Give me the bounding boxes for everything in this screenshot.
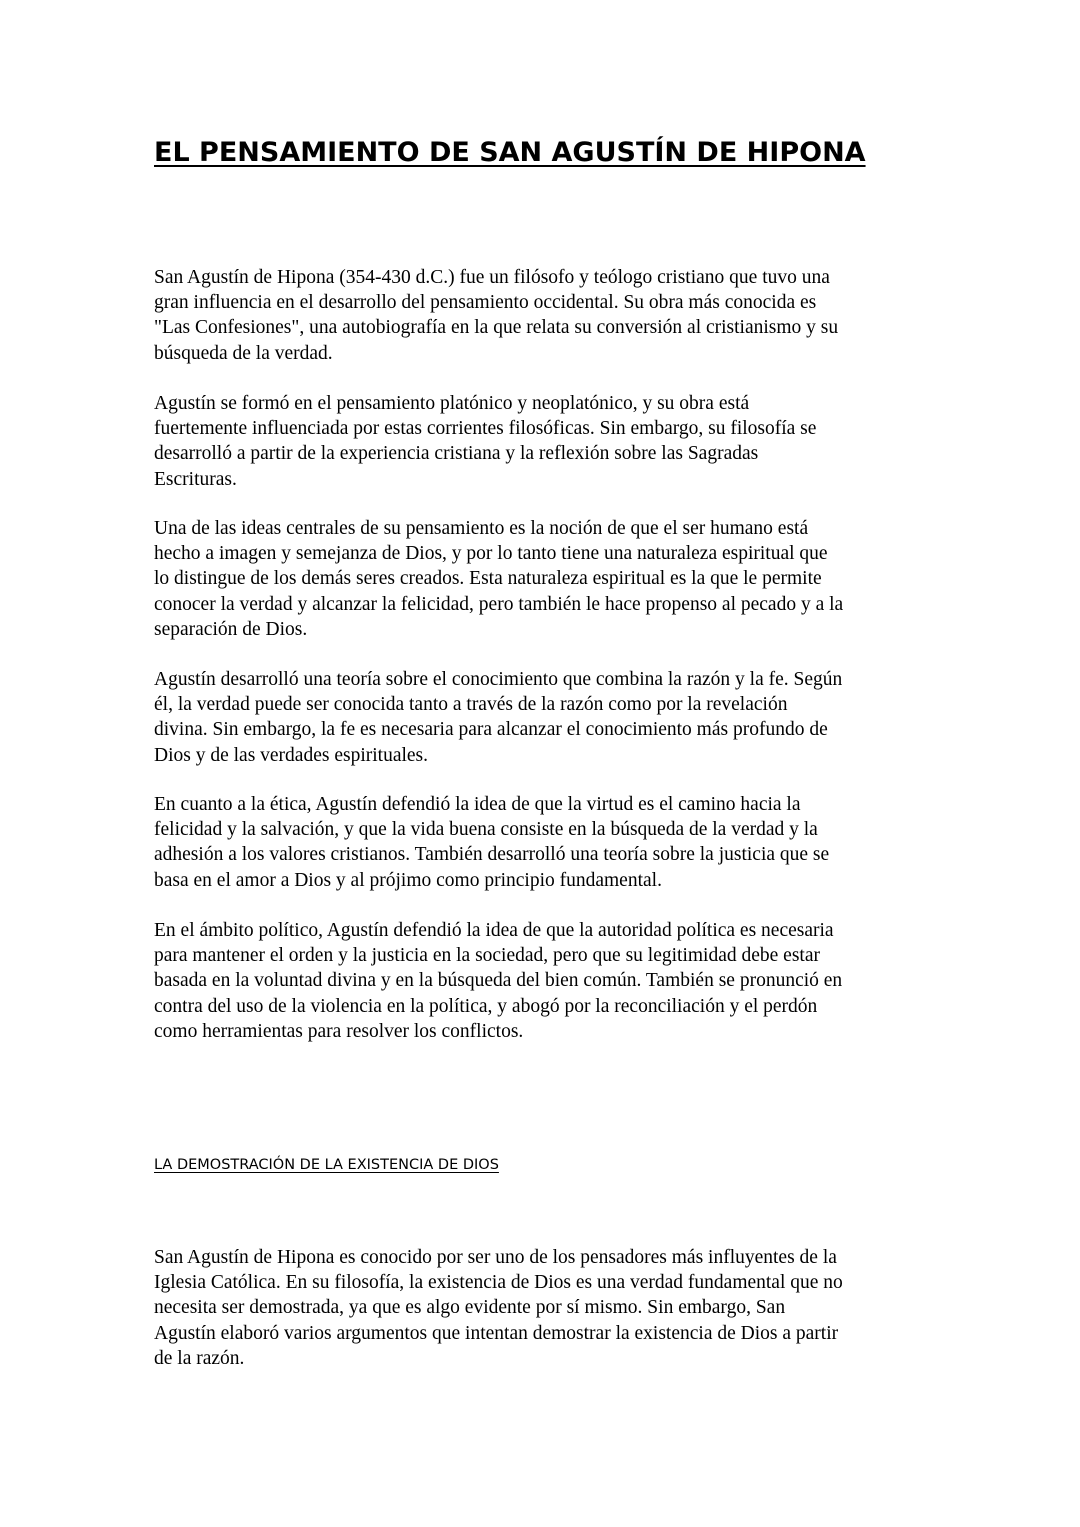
text-line: fuertemente influenciada por estas corrientes filosóficas. Sin embargo, su filosofía se	[154, 418, 817, 440]
text-line: San Agustín de Hipona (354-430 d.C.) fue un filósofo y teólogo cristiano que tuvo una	[154, 267, 830, 288]
section-title: LA DEMOSTRACIÓN DE LA EXISTENCIA DE DIOS	[154, 1157, 499, 1173]
text-line: felicidad y la salvación, y que la vida buena consiste en la búsqueda de la verdad y la	[154, 819, 818, 841]
text-line: conocer la verdad y alcanzar la felicidad, pero también le hace propenso al pecado y a la	[154, 593, 844, 615]
text-line: búsqueda de la verdad.	[154, 342, 333, 364]
text-line: divina. Sin embargo, la fe es necesaria para alcanzar el conocimiento más profundo de	[154, 719, 828, 741]
paragraph-existence-of-god	[154, 1245, 944, 1371]
text-line: "Las Confesiones", una autobiografía en la que relata su conversión al cristianismo y su	[154, 317, 839, 339]
paragraph-intro	[154, 265, 944, 366]
text-line: San Agustín de Hipona es conocido por ser uno de los pensadores más influyentes de la	[154, 1247, 837, 1268]
text-line: Escrituras.	[154, 468, 237, 490]
text-line: lo distingue de los demás seres creados. Esta naturaleza espiritual es la que le permite	[154, 568, 822, 590]
text-line: él, la verdad puede ser conocida tanto a través de la razón como por la revelación	[154, 694, 788, 716]
text-line: En cuanto a la ética, Agustín defendió la idea de que la virtud es el camino hacia la	[154, 794, 801, 815]
text-line: para mantener el orden y la justicia en la sociedad, pero que su legitimidad debe estar	[154, 945, 820, 967]
paragraph-knowledge	[154, 667, 944, 768]
text-line: separación de Dios.	[154, 618, 308, 640]
text-line: adhesión a los valores cristianos. También desarrolló una teoría sobre la justicia que se	[154, 844, 830, 866]
text-line: Agustín se formó en el pensamiento platónico y neoplatónico, y su obra está	[154, 393, 750, 414]
text-line: basa en el amor a Dios y al prójimo como principio fundamental.	[154, 869, 662, 891]
text-line: Dios y de las verdades espirituales.	[154, 744, 429, 766]
text-line: Agustín elaboró varios argumentos que intentan demostrar la existencia de Dios a partir	[154, 1322, 839, 1344]
paragraph-formation	[154, 391, 944, 492]
text-line: como herramientas para resolver los conflictos.	[154, 1020, 524, 1042]
text-line: Agustín desarrolló una teoría sobre el conocimiento que combina la razón y la fe. Según	[154, 669, 843, 690]
text-line: Una de las ideas centrales de su pensamiento es la noción de que el ser humano está	[154, 518, 809, 539]
text-line: gran influencia en el desarrollo del pensamiento occidental. Su obra más conocida es	[154, 292, 817, 314]
text-line: En el ámbito político, Agustín defendió la idea de que la autoridad política es necesaria	[154, 920, 834, 941]
text-line: desarrolló a partir de la experiencia cristiana y la reflexión sobre las Sagradas	[154, 443, 759, 465]
text-line: hecho a imagen y semejanza de Dios, y por lo tanto tiene una naturaleza espiritual que	[154, 543, 828, 565]
paragraph-politics	[154, 918, 944, 1044]
text-line: de la razón.	[154, 1347, 245, 1369]
paragraph-ethics	[154, 792, 944, 893]
document-title: EL PENSAMIENTO DE SAN AGUSTÍN DE HIPONA	[154, 137, 866, 168]
paragraph-human-nature	[154, 516, 944, 642]
text-line: Iglesia Católica. En su filosofía, la existencia de Dios es una verdad fundamental que no	[154, 1272, 843, 1294]
text-line: contra del uso de la violencia en la política, y abogó por la reconciliación y el perdón	[154, 995, 818, 1017]
text-line: basada en la voluntad divina y en la búsqueda del bien común. También se pronunció en	[154, 970, 843, 992]
text-line: necesita ser demostrada, ya que es algo evidente por sí mismo. Sin embargo, San	[154, 1297, 786, 1319]
